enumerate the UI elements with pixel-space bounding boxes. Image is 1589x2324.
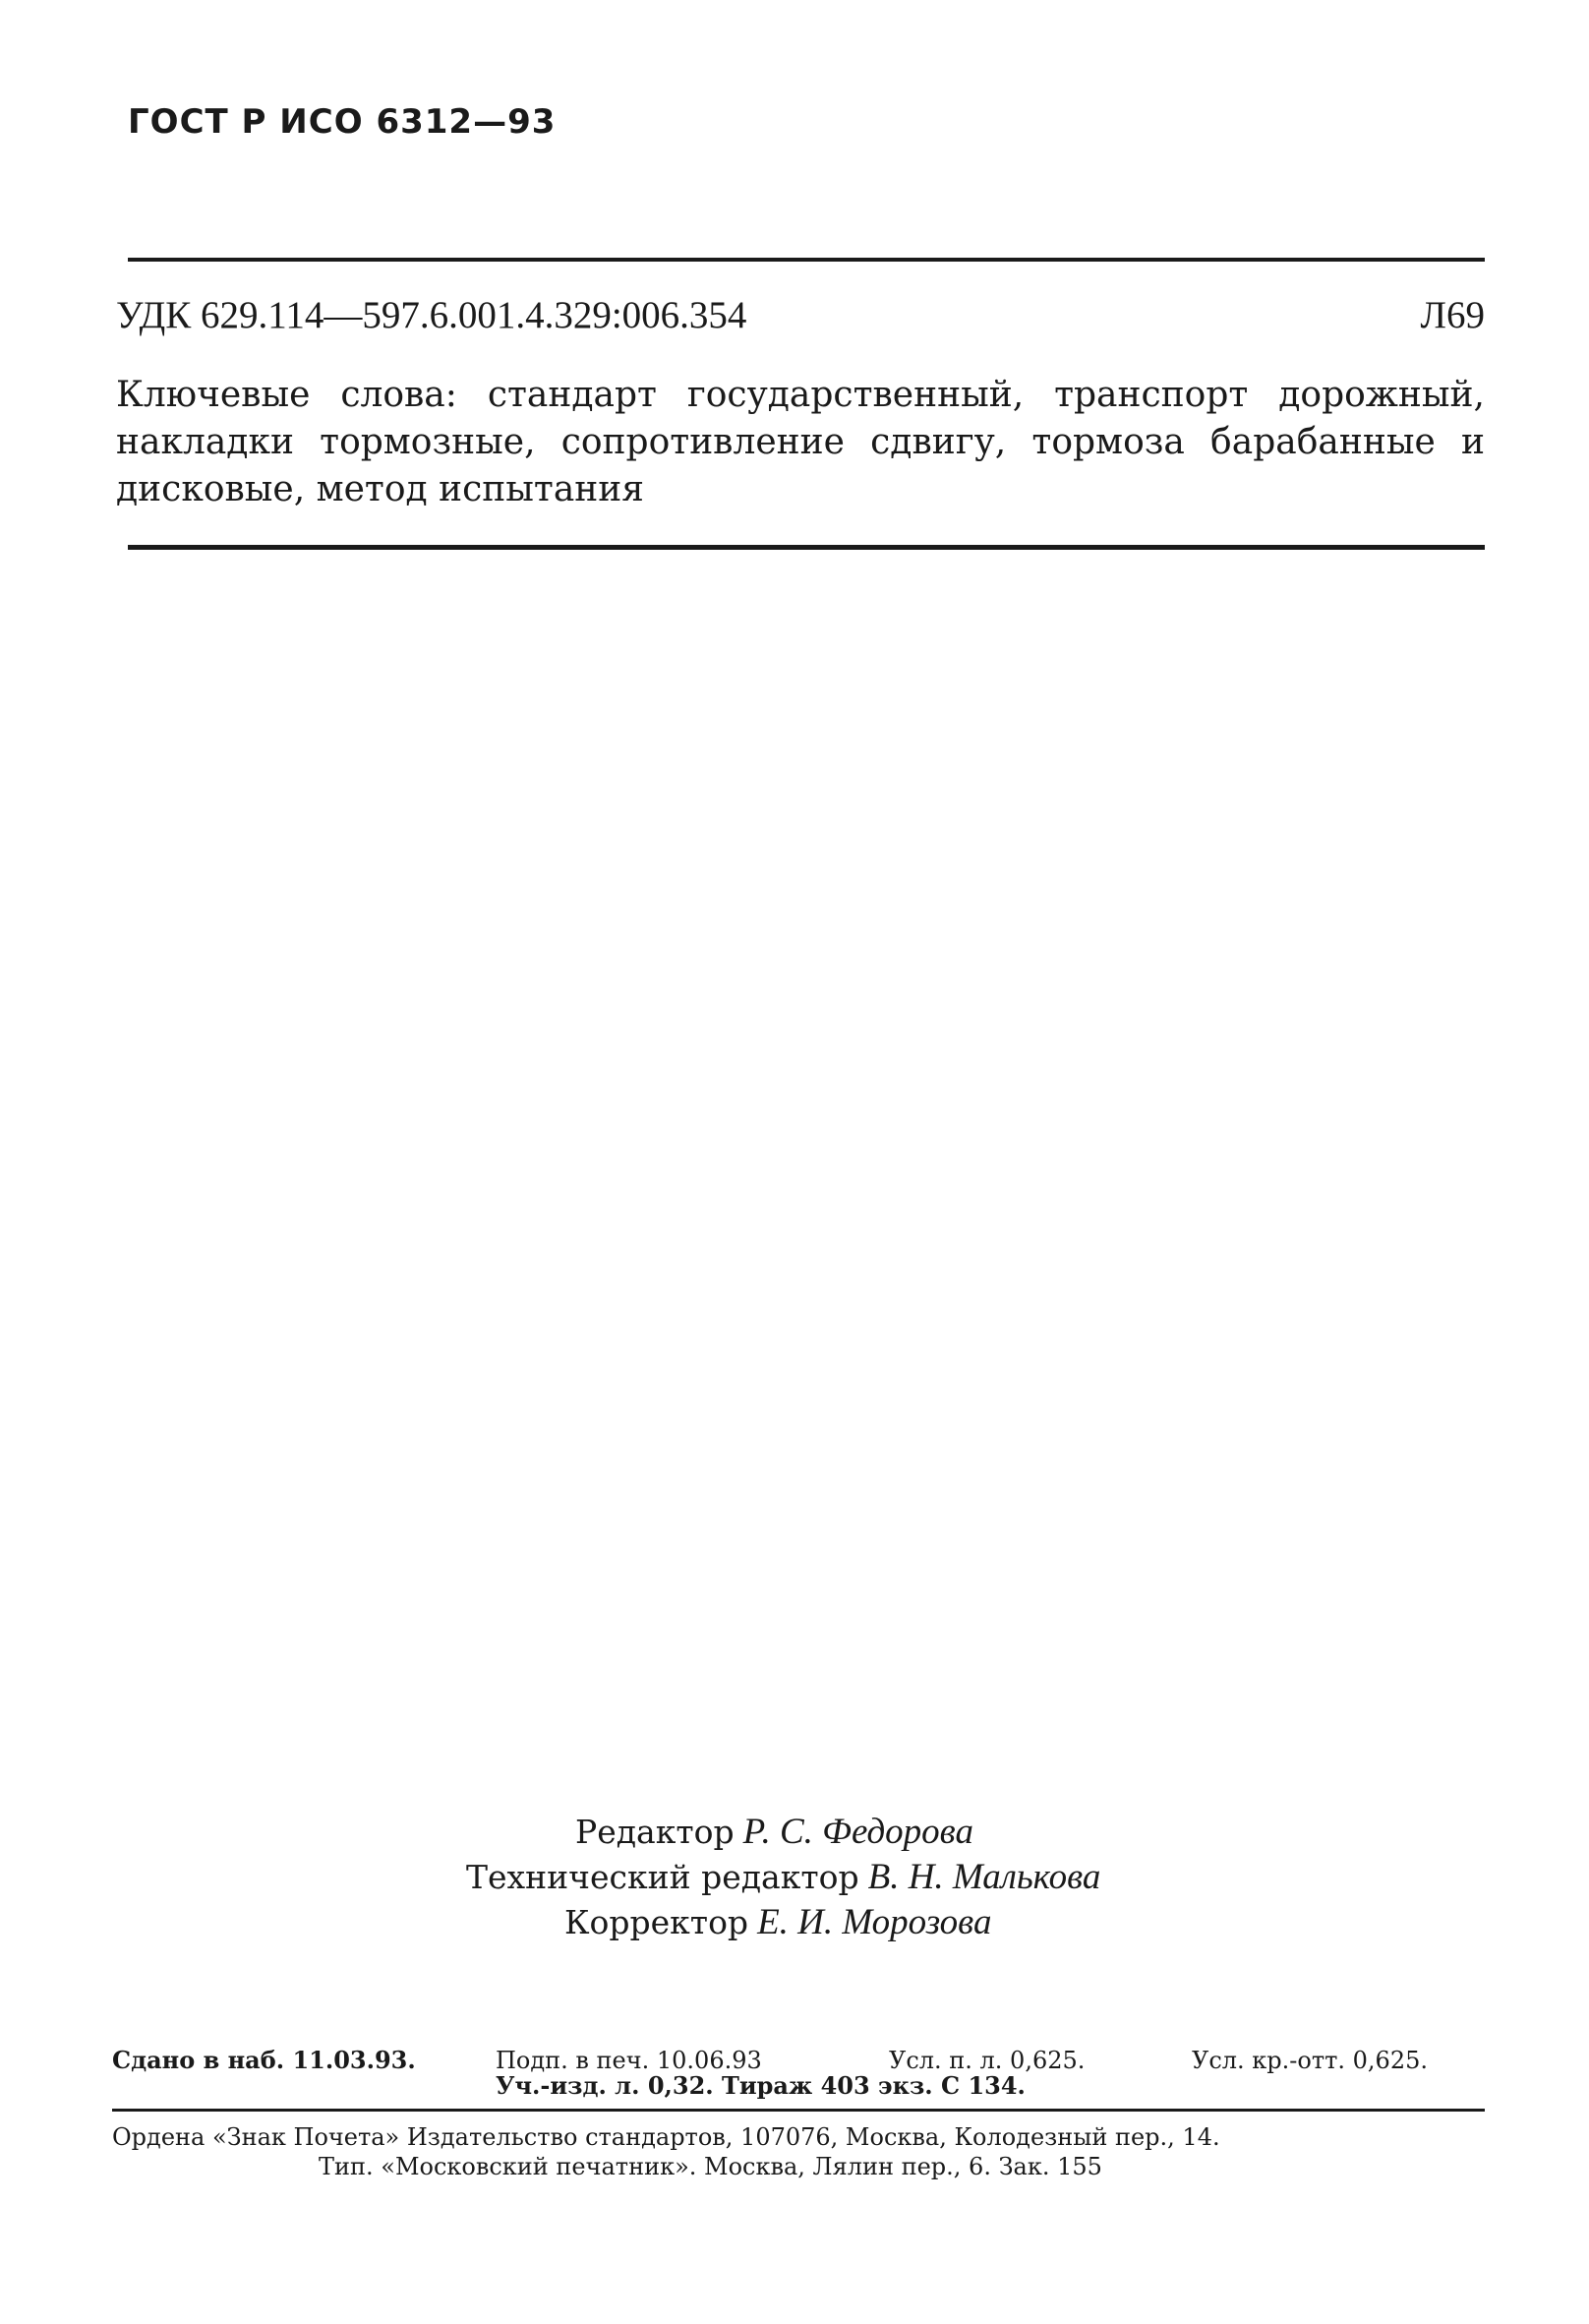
credit-person: Р. С. Федорова (742, 1812, 973, 1852)
imprint-color-prints: Усл. кр.-отт. 0,625. (1192, 2047, 1428, 2074)
keywords-paragraph: Ключевые слова: стандарт государственный, транспорт дорожный, накладки тормозные, сопротивление сдвигу, тормоза барабанные и дисковые, метод испытания (116, 375, 1485, 509)
imprint-divider (112, 2109, 1485, 2112)
group-code: Л69 (1420, 294, 1485, 336)
printer-line: Тип. «Московский печатник». Москва, Лялин пер., 6. Зак. 155 (319, 2153, 1102, 2180)
udk-row (116, 293, 1485, 337)
top-divider (128, 258, 1485, 262)
credit-person: Е. И. Морозова (757, 1902, 992, 1942)
imprint-signed: Подп. в печ. 10.06.93 (496, 2047, 762, 2074)
keywords-divider (128, 545, 1485, 550)
standard-code: ГОСТ Р ИСО 6312—93 (128, 102, 557, 142)
credit-role: Технический редактор (466, 1858, 859, 1896)
credit-role: Редактор (575, 1813, 735, 1851)
publisher-line: Ордена «Знак Почета» Издательство стандартов, 107076, Москва, Колодезный пер., 14. (112, 2123, 1220, 2151)
credit-editor (575, 1808, 973, 1856)
udk-code: УДК 629.114—597.6.001.4.329:006.354 (116, 294, 747, 336)
credit-proofreader (564, 1898, 991, 1946)
credit-technical-editor (466, 1853, 1100, 1901)
imprint-submitted: Сдано в наб. 11.03.93. (112, 2046, 416, 2074)
credit-person: В. Н. Малькова (867, 1857, 1101, 1897)
imprint-publisher-sheets: Уч.-изд. л. 0,32. Тираж 403 экз. С 134. (496, 2071, 1026, 2100)
imprint-print-sheets: Усл. п. л. 0,625. (889, 2047, 1086, 2074)
credit-role: Корректор (564, 1903, 749, 1941)
